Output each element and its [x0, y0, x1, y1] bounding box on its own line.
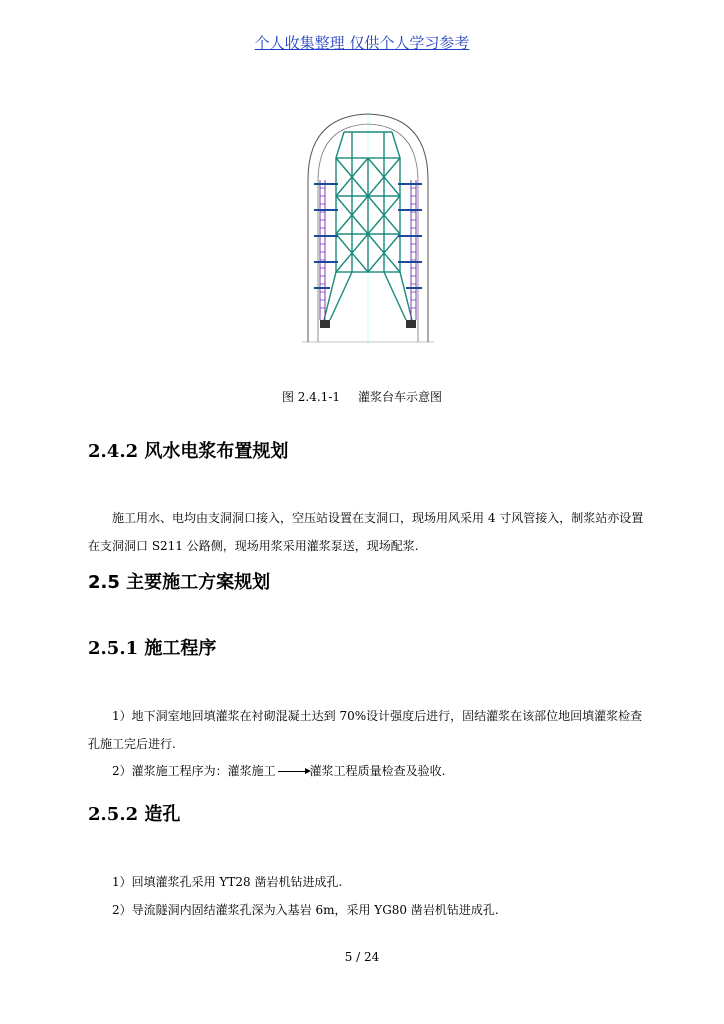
grouting-trolley-figure [300, 110, 436, 348]
sequence-text-a: 2）灌浆施工程序为：灌浆施工 [112, 764, 276, 778]
trolley-diagram [300, 110, 436, 348]
paragraph-sequence-2 [88, 757, 648, 785]
section-heading-2-5: 2.5 主要施工方案规划 [88, 572, 271, 593]
paragraph-drilling-2: 2）导流隧洞内固结灌浆孔深为入基岩 6m，采用 YG80 凿岩机钻进成孔. [112, 903, 499, 917]
section-heading-2-5-1: 2.5.1 施工程序 [88, 638, 217, 659]
section-heading-2-5-2: 2.5.2 造孔 [88, 804, 181, 825]
sequence-text-b: 灌浆工程质量检查及验收. [309, 764, 446, 778]
section-heading-2-4-2: 2.4.2 风水电浆布置规划 [88, 441, 289, 462]
figure-number: 图 2.4.1-1 [281, 390, 341, 404]
page-number: 5 / 24 [344, 950, 380, 964]
paragraph-sequence-1: 1）地下洞室地回填灌浆在衬砌混凝土达到 70%设计强度后进行，固结灌浆在该部位地回填灌浆检查孔施工完后进行. [88, 709, 643, 751]
page-header: 个人收集整理 仅供个人学习参考 [254, 34, 470, 52]
paragraph-drilling-1: 1）回填灌浆孔采用 YT28 凿岩机钻进成孔. [112, 875, 343, 889]
arrow-icon [278, 771, 308, 772]
paragraph-utilities: 施工用水、电均由支洞洞口接入，空压站设置在支洞口，现场用风采用 4 寸风管接入，制浆站亦设置在支洞洞口 S211 公路侧，现场用浆采用灌浆泵送，现场配浆. [88, 511, 644, 553]
figure-title: 灌浆台车示意图 [358, 390, 443, 404]
figure-caption [0, 388, 724, 405]
